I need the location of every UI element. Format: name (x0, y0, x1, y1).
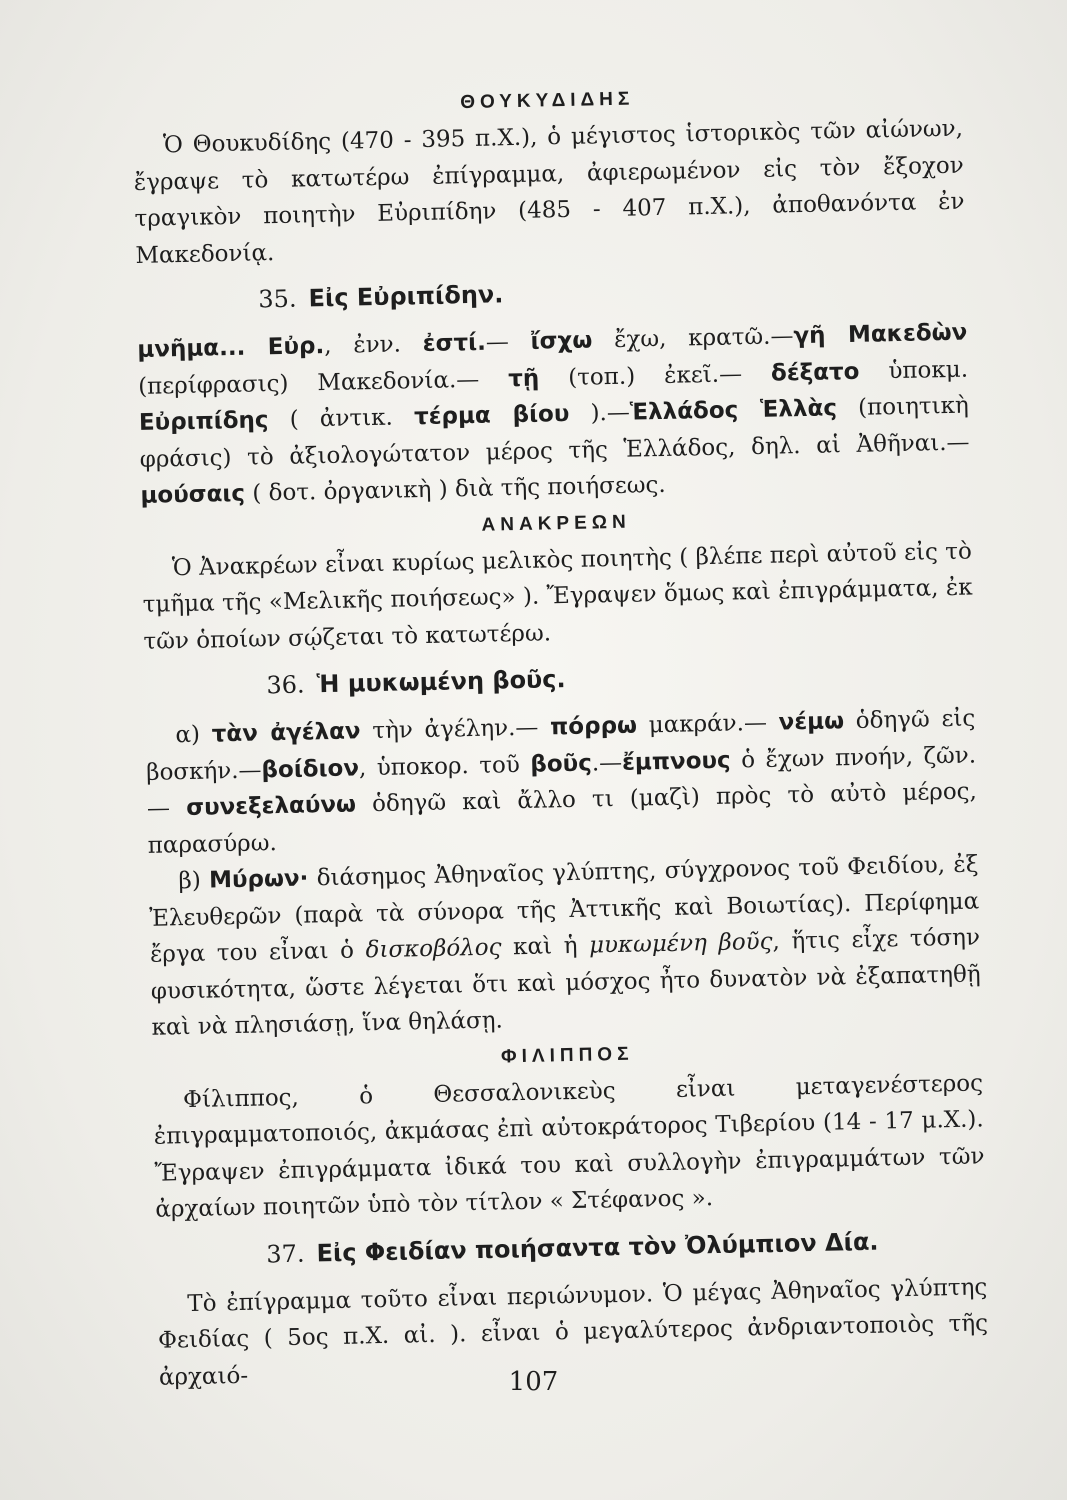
note-text: — (485, 328, 531, 356)
section-37-number: 37. (266, 1239, 305, 1268)
note-text: ὁδηγῶ εἰς βοσκήν.— (145, 705, 976, 786)
note-term: συνεξελαύνω (185, 791, 357, 822)
note-term: τῇ (507, 365, 540, 392)
section-37-text: Τὸ ἐπίγραμμα τοῦτο εἶναι περιώνυμον. Ὁ μέγας Ἀθηναῖος γλύπτης Φειδίας ( 5ος π.Χ. αἰ. ). εἶναι ὁ μεγαλύτερος ἀνδριαντοποιὸς τῆς ἀρχαιό- (157, 1273, 989, 1391)
note-text: ).— (569, 399, 631, 427)
note-text: μακράν.— (636, 709, 779, 739)
page-number: 107 (508, 1367, 559, 1397)
note-term: Εὐριπίδης (138, 407, 269, 436)
section-36-notes-b (148, 846, 982, 1046)
section-35-heading: Εἰς Εὐριπίδην. (308, 280, 504, 313)
note-text: (τοπ.) ἐκεῖ.— (538, 360, 772, 392)
note-text: , ἐνν. (323, 330, 424, 360)
italic-term: μυκωμένη βοῦς (588, 928, 773, 959)
note-label: β) (178, 867, 210, 895)
note-term: Ἑλλάδος Ἑλλὰς (629, 395, 838, 426)
note-term: δέξατο (770, 358, 860, 387)
section-37-title (266, 1219, 987, 1274)
note-term: τὰν ἀγέλαν (211, 718, 361, 748)
section-36-title (266, 650, 975, 705)
note-text: διάσημος Ἀθηναῖος γλύπτης, σύγχρονος τοῦ Φειδίου, ἐξ Ἐλευθερῶν (παρὰ τὰ σύνορα τῆς Ἀττικῆς καὶ Βοιωτίας). Περίφημα ἔργα του εἶναι ὁ (149, 851, 980, 968)
section-36-heading: Ἡ μυκωμένη βοῦς. (316, 665, 566, 699)
note-text: (περίφρασις) Μακεδονία.— (137, 365, 509, 400)
note-text: καὶ ἡ (501, 932, 590, 961)
heading-philippos: ΦΙΛΙΠΠΟΣ (500, 1043, 634, 1067)
note-text: ( δοτ. ὀργανικὴ ) διὰ τῆς ποιήσεως. (244, 471, 666, 507)
heading-anacreon: ΑΝΑΚΡΕΩΝ (481, 511, 631, 536)
note-text: (ποιητικὴ φράσις) τὸ ἀξιολογώτατον μέρος τῆς Ἑλλάδος, δηλ. αἱ Ἀθῆναι.— (139, 392, 970, 473)
note-text: ὁ ἔχων πνοήν, ζῶν.— (146, 741, 977, 822)
section-36-notes-a (145, 700, 978, 863)
note-term: ἐστί. (422, 329, 487, 357)
note-term: μούσαις (140, 480, 246, 509)
section-36-number: 36. (266, 670, 305, 700)
section-37-heading: Εἰς Φειδίαν ποιήσαντα τὸν Ὀλύμπιον Δία. (316, 1227, 879, 1267)
note-text: τὴν ἀγέλην.— (360, 714, 551, 745)
anacreon-intro: Ὁ Ἀνακρέων εἶναι κυρίως μελικὸς ποιητὴς ( βλέπε περὶ αὐτοῦ εἰς τὸ τμῆμα τῆς «Μελικῆς ποιήσεως» ). Ἔγραψεν ὅμως καὶ ἐπιγράμματα, ἐκ τῶν ὁποίων σῴζεται τὸ κατωτέρω. (142, 538, 973, 655)
philippos-intro: Φίλιππος, ὁ Θεσσαλονικεὺς εἶναι μεταγενέστερος ἐπιγραμματοποιός, ἀκμάσας ἐπὶ αὐτοκράτορος Τιβερίου (14 - 17 μ.Χ.). Ἔγραψεν ἐπιγράμματα ἰδικά του καὶ συλλογὴν ἐπιγραμμάτων τῶν ἀρχαίων ποιητῶν ὑπὸ τὸν τίτλον « Στέφανος ». (153, 1069, 985, 1223)
note-text: ὑποκμ. (859, 356, 969, 385)
note-term: βοῦς (530, 750, 593, 778)
section-35-notes (137, 315, 971, 515)
note-term: νέμω (778, 708, 845, 736)
page-content (132, 75, 989, 1396)
note-term: τέρμα βίου (413, 400, 570, 431)
note-text: , ὑποκορ. τοῦ (358, 751, 531, 781)
note-label: α) (175, 721, 212, 749)
section-35-number: 35. (258, 284, 297, 314)
section-35-title (258, 265, 967, 320)
note-term: μνῆμα... Εὐρ. (137, 333, 325, 363)
note-term: βοίδιον (261, 754, 360, 783)
note-text: ἔχω, κρατῶ.— (592, 323, 794, 354)
note-text: , ἥτις εἶχε τόσην φυσικότητα, ὥστε λέγεται ὅτι καὶ μόσχος ἦτο δυνατὸν νὰ ἐξαπατηθῇ καὶ νὰ πλησιάσῃ, ἵνα θηλάσῃ. (150, 924, 981, 1041)
note-term: Μύρων· (208, 865, 309, 894)
note-text: ( ἀντικ. (268, 404, 415, 434)
note-term: ἔμπνους (621, 747, 731, 776)
heading-thucydides: ΘΟΥΚΥΔΙΔΗΣ (460, 88, 635, 114)
note-term: γῆ Μακεδὼν (793, 319, 968, 350)
note-term: ἴσχω (530, 327, 593, 355)
italic-term: δισκοβόλος (365, 934, 502, 964)
note-text: .— (591, 749, 623, 777)
note-term: πόρρω (549, 712, 638, 741)
note-text: ὁδηγῶ καὶ ἄλλο τι (μαζὶ) πρὸς τὸ αὐτὸ μέρος, παρασύρω. (147, 778, 978, 859)
thucydides-intro: Ὁ Θουκυδίδης (470 - 395 π.Χ.), ὁ μέγιστος ἱστορικὸς τῶν αἰώνων, ἔγραψε τὸ κατωτέρω ἐπίγραμμα, ἀφιερωμένον εἰς τὸν ἔξοχον τραγικὸν ποιητὴν Εὐριπίδην (485 - 407 π.Χ.), ἀποθανόντα ἐν Μακεδονίᾳ. (133, 115, 965, 269)
